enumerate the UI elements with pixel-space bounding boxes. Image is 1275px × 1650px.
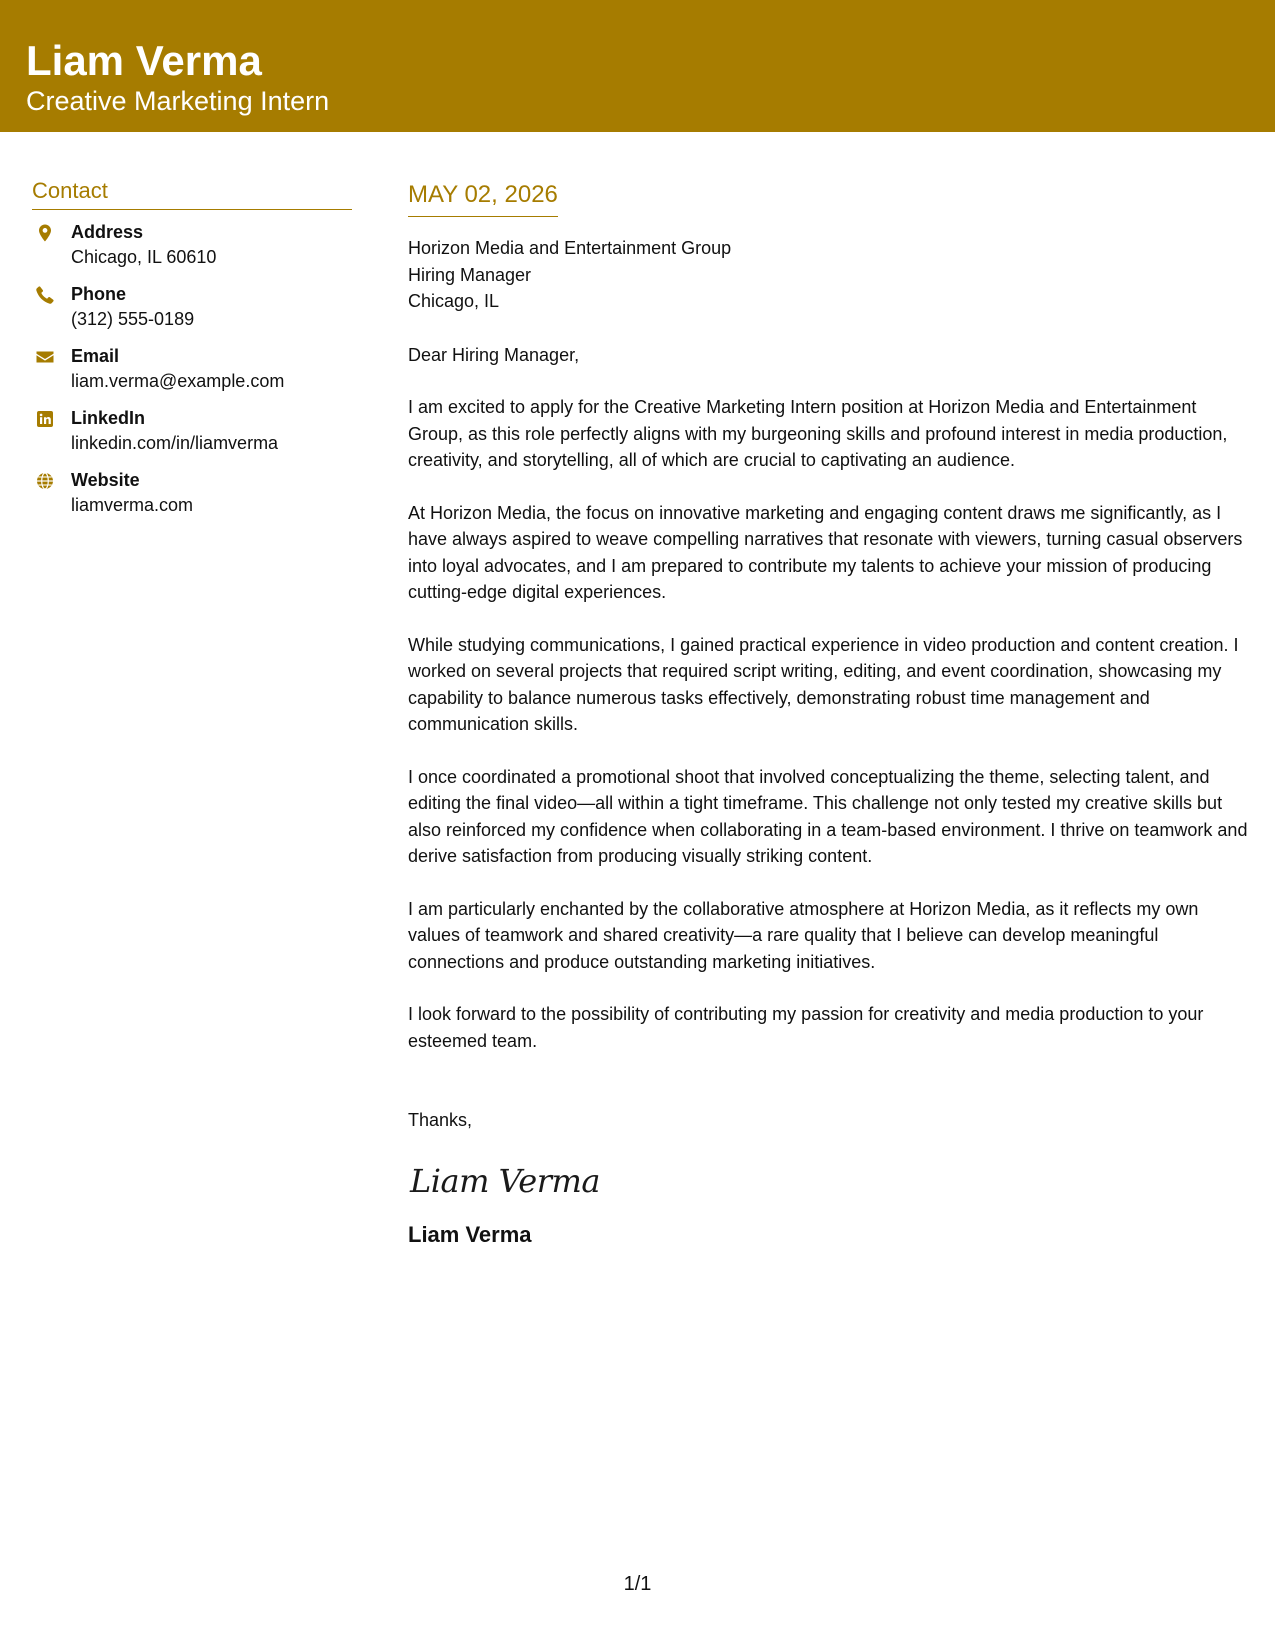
- signature-image: [408, 1156, 1253, 1206]
- contact-phone: [32, 282, 352, 332]
- svg-text:Liam Verma: Liam Verma: [410, 1161, 600, 1200]
- closing: Thanks,: [408, 1110, 473, 1130]
- contact-address: [32, 220, 352, 270]
- contact-value: linkedin.com/in/liamverma: [71, 433, 279, 453]
- letter-date: MAY 02, 2026: [408, 178, 558, 217]
- contact-value: liamverma.com: [71, 495, 194, 515]
- letter-paragraph: While studying communications, I gained practical experience in video production and content creation. I worked on several projects that required script writing, editing, and event coordination, showcasing my capability to balance numerous tasks effectively, demonstrating robust time management and communication skills.: [408, 634, 1239, 734]
- letter-paragraph: I am excited to apply for the Creative Marketing Intern position at Horizon Media and Entertainment Group, as this role perfectly aligns with my burgeoning skills and profound interest in media production, creativity, and storytelling, all of which are crucial to captivating an audience.: [408, 397, 1228, 470]
- phone-icon: [35, 285, 55, 305]
- contact-linkedin: [32, 406, 352, 456]
- header-banner: [0, 0, 1275, 132]
- recipient-block: [408, 235, 1253, 315]
- map-pin-icon: [35, 223, 55, 243]
- letter-body: [408, 178, 1253, 1250]
- envelope-icon: [35, 347, 55, 367]
- letter-paragraph: I once coordinated a promotional shoot that involved conceptualizing the theme, selecting talent, and editing the final video—all within a tight timeframe. This challenge not only tested my creative skills but also reinforced my confidence when collaborating in a team-based environment. I thrive on teamwork and derive satisfaction from producing visually striking content.: [408, 766, 1248, 866]
- letter-paragraph: I am particularly enchanted by the collaborative atmosphere at Horizon Media, as it reflects my own values of teamwork and shared creativity—a rare quality that I believe can develop meaningful connections and produce outstanding marketing initiatives.: [408, 898, 1199, 972]
- linkedin-icon: [35, 409, 55, 429]
- globe-icon: [35, 471, 55, 491]
- contact-label: LinkedIn: [71, 408, 146, 428]
- contact-label: Phone: [71, 284, 127, 304]
- recipient-title: Hiring Manager: [408, 264, 532, 285]
- letter-paragraph: At Horizon Media, the focus on innovative marketing and engaging content draws me significantly, as I have always aspired to weave compelling narratives that resonate with viewers, turning casual observers into loyal advocates, and I am prepared to contribute my talents to achieve your mission of producing cutting-edge digital experiences.: [408, 502, 1243, 602]
- signer-name: Liam Verma: [408, 1221, 532, 1247]
- recipient-company: Horizon Media and Entertainment Group: [408, 238, 732, 258]
- contact-value: (312) 555-0189: [71, 309, 195, 329]
- contact-value: liam.verma@example.com: [71, 371, 285, 391]
- contact-label: Email: [71, 346, 120, 366]
- contact-sidebar: [32, 176, 352, 530]
- applicant-role: Creative Marketing Intern: [26, 86, 330, 116]
- contact-label: Website: [71, 470, 140, 490]
- contact-heading: Contact: [32, 176, 352, 210]
- letter-paragraph: I look forward to the possibility of contributing my passion for creativity and media production to your esteemed team.: [408, 1004, 1204, 1051]
- salutation: Dear Hiring Manager,: [408, 344, 580, 365]
- contact-label: Address: [71, 222, 144, 242]
- contact-website: [32, 468, 352, 518]
- recipient-location: Chicago, IL: [408, 291, 500, 311]
- contact-value: Chicago, IL 60610: [71, 247, 217, 267]
- applicant-name: Liam Verma: [26, 37, 262, 84]
- page-number: 1/1: [623, 1573, 652, 1595]
- contact-email: [32, 344, 352, 394]
- handwritten-signature: [408, 1156, 608, 1206]
